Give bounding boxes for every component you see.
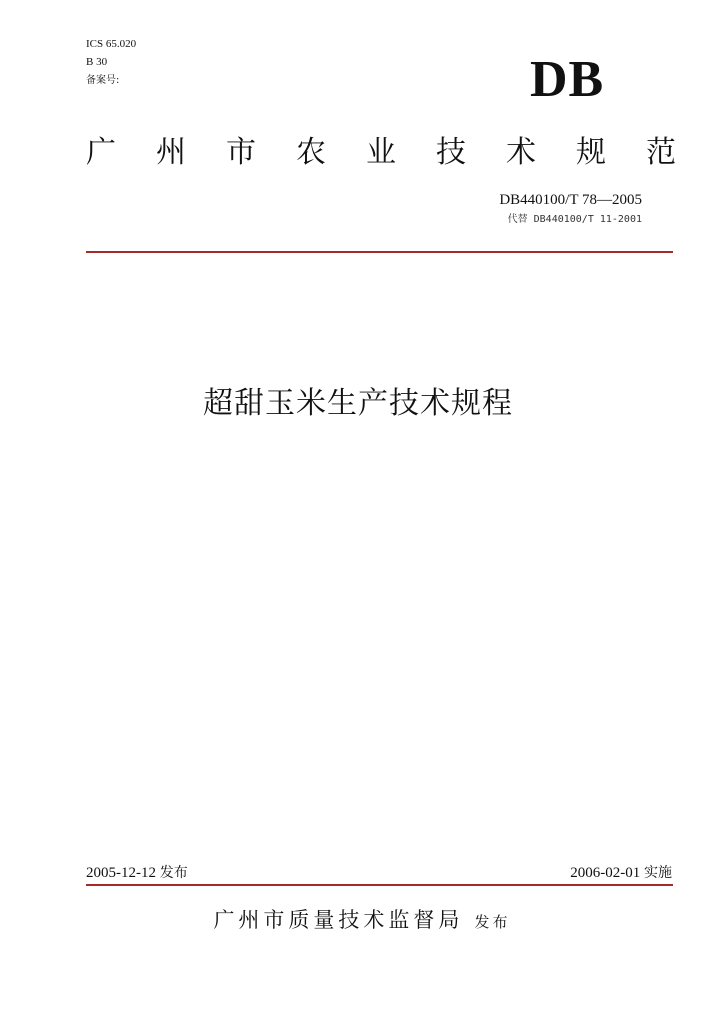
standard-number: DB440100/T 78—2005 (499, 192, 642, 208)
replaces-standard: 代替 DB440100/T 11-2001 (507, 214, 642, 225)
series-char: 术 (506, 135, 536, 170)
series-title (86, 136, 676, 170)
issue-date (86, 864, 188, 882)
implementation-date-value: 2006-02-01 (570, 865, 641, 881)
publisher (0, 906, 724, 934)
ics-code: ICS 65.020 (86, 38, 137, 50)
series-char: 农 (296, 135, 326, 170)
series-char: 范 (646, 135, 676, 170)
series-char: 规 (576, 135, 606, 170)
top-divider (86, 251, 673, 253)
classification-code: B 30 (86, 56, 108, 68)
series-char: 州 (156, 135, 186, 170)
series-char: 技 (436, 135, 466, 170)
publish-label: 发布 (474, 913, 511, 931)
series-char: 广 (86, 135, 116, 170)
issue-label: 发布 (159, 865, 188, 881)
implementation-label: 实施 (644, 865, 672, 881)
document-title: 超甜玉米生产技术规程 (203, 386, 513, 421)
series-char: 业 (366, 135, 396, 170)
issue-date-value: 2005-12-12 (86, 865, 156, 881)
series-char: 市 (226, 135, 256, 170)
db-logo: DB (530, 51, 605, 108)
record-number-label: 备案号: (86, 75, 120, 86)
publisher-name: 广州市质量技术监督局 (213, 908, 464, 932)
implementation-date (570, 864, 672, 882)
bottom-divider (86, 884, 673, 886)
